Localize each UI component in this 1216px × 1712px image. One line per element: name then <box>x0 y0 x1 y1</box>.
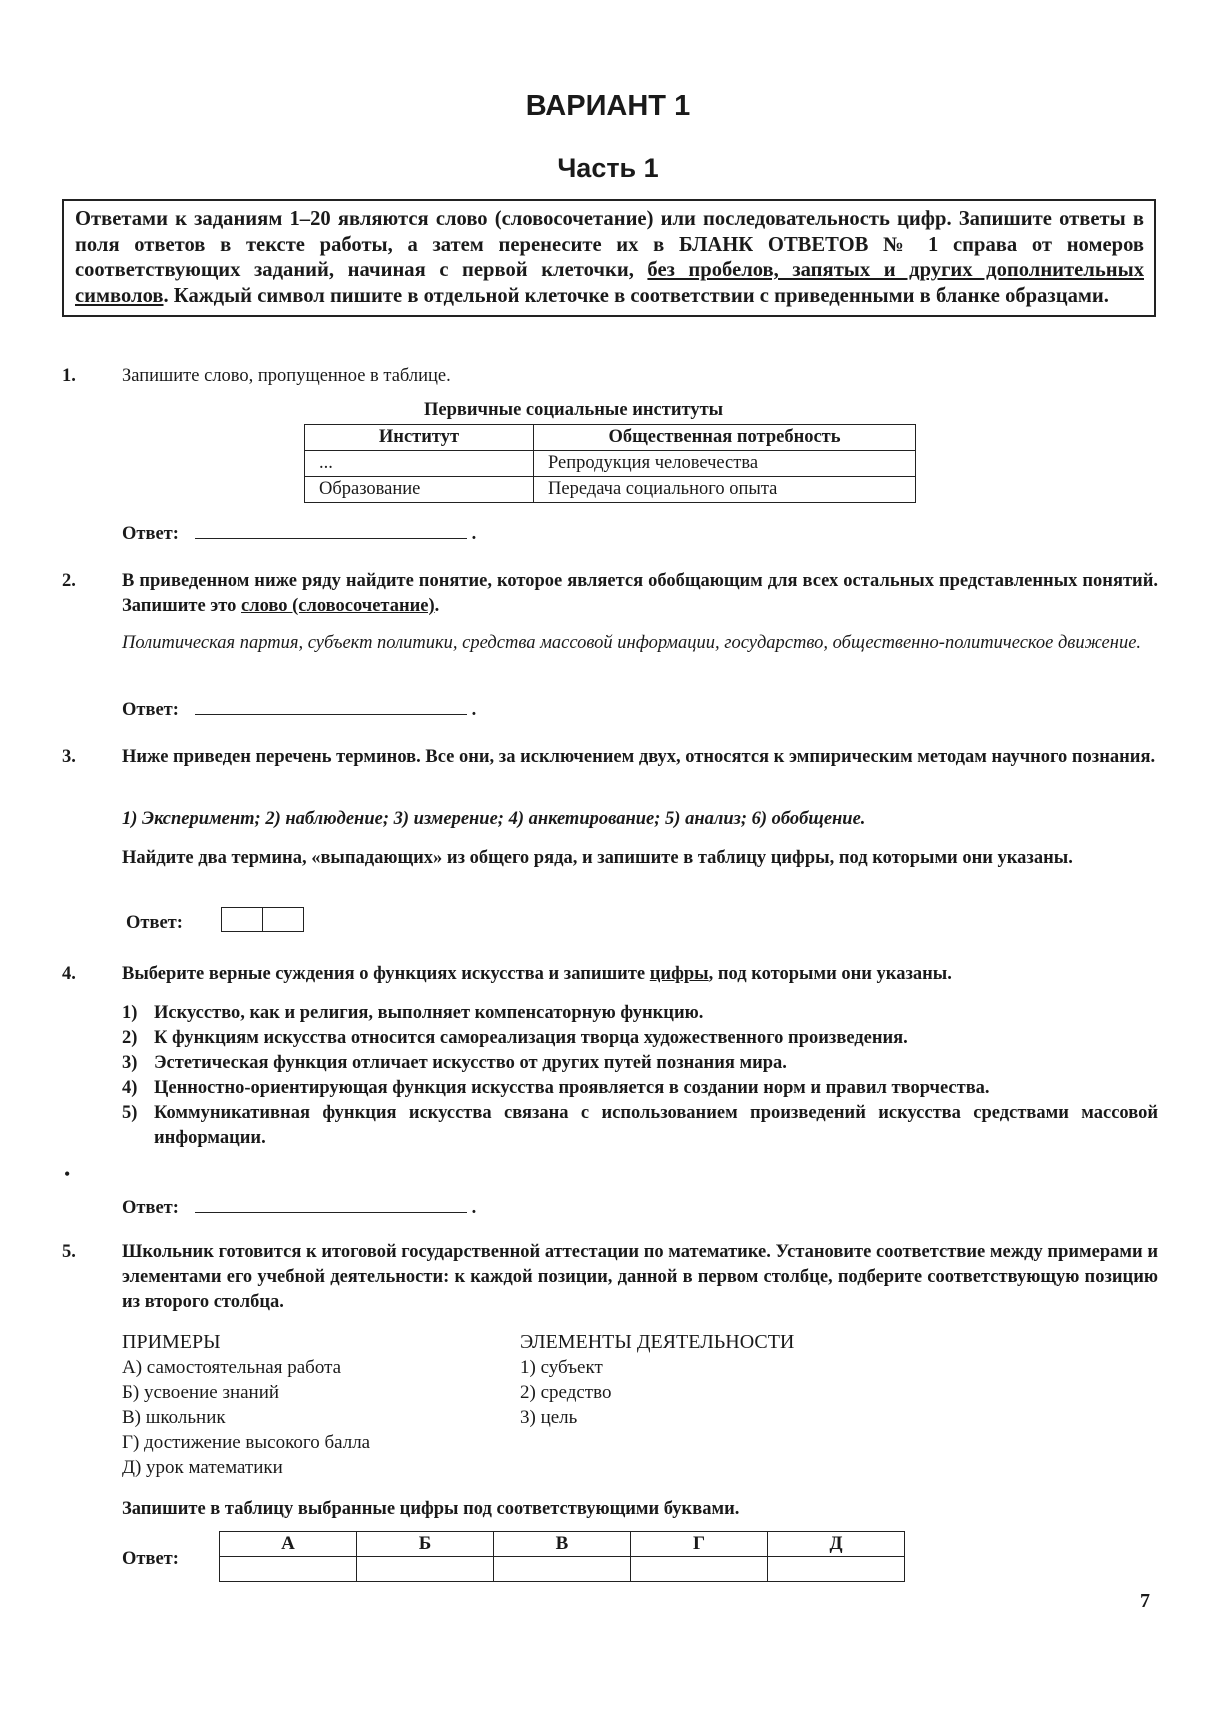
task-prompt-underlined: цифры <box>649 964 709 984</box>
task-prompt-end: . <box>434 596 440 616</box>
institutions-table <box>304 424 916 503</box>
table-row <box>305 477 916 503</box>
task-number: 1. <box>62 366 76 386</box>
table-cell: ... <box>305 451 534 477</box>
table-cell: Образование <box>305 477 534 503</box>
list-item <box>122 1051 1158 1076</box>
term-list: 1) Эксперимент; 2) наблюдение; 3) измерение; 4) анкетирование; 5) анализ; 6) обобщение. <box>122 809 866 829</box>
answer-label: Ответ: <box>122 1549 179 1569</box>
option-text: Коммуникативная функция искусства связана с использованием произведений искусства средствами массовой информации. <box>154 1103 1158 1148</box>
task-prompt <box>122 962 1158 987</box>
task-prompt-end: , под которыми они указаны. <box>708 964 952 984</box>
task-prompt: Ниже приведен перечень терминов. Все они, за исключением двух, относятся к эмпирическим методам научного познания. <box>122 747 1156 767</box>
answer-boxes[interactable] <box>221 907 304 932</box>
answer-field[interactable] <box>195 1194 467 1213</box>
table-header-row <box>220 1532 905 1557</box>
task-instruction: Найдите два термина, «выпадающих» из общего ряда, и запишите в таблицу цифры, под которыми они указаны. <box>122 848 1073 868</box>
instructions-text-underlined: без пробелов, запятых и других дополнительных символов <box>75 259 1144 307</box>
table-instruction: Запишите в таблицу выбранные цифры под соответствующими буквами. <box>122 1499 740 1519</box>
list-item <box>122 1076 1158 1101</box>
answer-field[interactable] <box>195 520 467 539</box>
answer-row: Ответ: . <box>122 1194 1158 1221</box>
answer-table <box>219 1531 905 1582</box>
option-text: Эстетическая функция отличает искусство от других путей познания мира. <box>154 1053 787 1073</box>
task-prompt-text: В приведенном ниже ряду найдите понятие, которое является обобщающим для всех остальных представленных понятий. Запишите это <box>122 571 1158 616</box>
table-row <box>220 1557 905 1582</box>
task-prompt: Школьник готовится к итоговой государственной аттестации по математике. Установите соответствие между примерами и элементами его учебной деятельности: к каждой позиции, данной в первом столбце, подберите соответствующую позицию из второго столбца. <box>122 1242 1158 1312</box>
column-header: ПРИМЕРЫ <box>122 1331 221 1353</box>
list-item: В) школьник <box>122 1407 226 1428</box>
elements-column <box>520 1330 794 1430</box>
list-item: Д) урок математики <box>122 1457 283 1478</box>
answer-box[interactable] <box>222 908 262 931</box>
variant-title: ВАРИАНТ 1 <box>525 90 691 122</box>
list-item: Б) усвоение знаний <box>122 1382 280 1403</box>
answer-cell[interactable] <box>494 1557 631 1582</box>
list-item <box>122 1101 1158 1151</box>
letter-cell: Д <box>768 1532 905 1557</box>
answer-label: Ответ: <box>122 700 179 720</box>
option-number: 1) <box>122 1003 138 1023</box>
task-prompt <box>122 569 1158 619</box>
list-item <box>122 1001 1158 1026</box>
list-item: 1) субъект <box>520 1357 603 1378</box>
column-header: ЭЛЕМЕНТЫ ДЕЯТЕЛЬНОСТИ <box>520 1331 795 1353</box>
list-item: 2) средство <box>520 1382 612 1403</box>
table-cell: Передача социального опыта <box>534 477 916 503</box>
answer-box[interactable] <box>262 908 303 931</box>
concept-list: Политическая партия, субъект политики, средства массовой информации, государство, общественно-политическое движение. <box>122 633 1142 653</box>
task-number: 3. <box>62 747 76 767</box>
task-prompt-text: Выберите верные суждения о функциях искусства и запишите <box>122 964 650 984</box>
answer-cell[interactable] <box>357 1557 494 1582</box>
list-item: Г) достижение высокого балла <box>122 1432 371 1453</box>
answer-label: Ответ: <box>122 1198 179 1218</box>
list-item: А) самостоятельная работа <box>122 1357 342 1378</box>
instructions-text-b: . Каждый символ пишите в отдельной клеточке в соответствии с приведенными в бланке образцами. <box>163 284 1109 307</box>
table-header-row <box>305 425 916 451</box>
answer-cell[interactable] <box>220 1557 357 1582</box>
task-number: 4. <box>62 964 76 984</box>
answer-row: Ответ: . <box>122 696 1158 723</box>
answer-field[interactable] <box>195 696 467 715</box>
letter-cell: Г <box>631 1532 768 1557</box>
answer-label: Ответ: <box>122 524 179 544</box>
answer-cell[interactable] <box>768 1557 905 1582</box>
list-item <box>122 1026 1158 1051</box>
task-prompt-underlined: слово (словосочетание) <box>241 596 435 616</box>
answer-label: Ответ: <box>126 913 183 933</box>
option-number: 5) <box>122 1103 138 1123</box>
option-number: 4) <box>122 1078 138 1098</box>
stray-mark: • <box>64 1164 71 1184</box>
instructions-text-a: Ответами к заданиям 1–20 являются слово (словосочетание) или последовательность цифр. Запишите ответы в поля ответов в тексте работы, а затем перенесите их в БЛАНК ОТВЕТОВ № 1 справа от номеров соответствующих заданий, начиная с первой клеточки, <box>75 208 1144 281</box>
letter-cell: Б <box>357 1532 494 1557</box>
option-number: 2) <box>122 1028 138 1048</box>
table-cell: Репродукция человечества <box>534 451 916 477</box>
letter-cell: В <box>494 1532 631 1557</box>
options-list <box>122 1001 1158 1151</box>
page-number: 7 <box>1140 1590 1150 1612</box>
task-number: 2. <box>62 571 76 591</box>
option-text: Искусство, как и религия, выполняет компенсаторную функцию. <box>154 1003 704 1023</box>
option-text: К функциям искусства относится самореализация творца художественного произведения. <box>154 1028 908 1048</box>
table-row <box>305 451 916 477</box>
table-header-cell: Институт <box>305 425 534 451</box>
instructions-box <box>62 199 1156 317</box>
table-header-cell: Общественная потребность <box>534 425 916 451</box>
option-number: 3) <box>122 1053 138 1073</box>
letter-cell: А <box>220 1532 357 1557</box>
list-item: 3) цель <box>520 1407 578 1428</box>
exam-page: ВАРИАНТ 1 Часть 1 Ответами к заданиям 1–20 являются слово (словосочетание) или последовательность цифр. Запишите ответы в поля ответов в тексте работы, а затем перенесите их в БЛАНК ОТВЕТОВ № 1 справа от номеров соответствующих заданий, начиная с первой клеточки, без пробелов, запятых и других дополнительных символов. Каждый символ пишите в отдельной клеточке в соответствии с приведенными в бланке образцами. 1. Запишите слово, пропущенное в таблице. Первичные социальные институты Институт Общественная потребность ... Репродукция человечества Образование Передача социального опыта Ответ: . 2. В приведенном ниже ряду найдите понятие, которое является обобщающим для всех остальных представленных понятий. Запишите это слово (словосочетание). Политическая партия, субъект политики, средства массовой информации, государство, общественно-политическое движение. Ответ: . 3. Ниже приведен перечень терминов. Все они, за исключением двух, относятся к эмпирическим методам научного познания. 1) Эксперимент; 2) наблюдение; 3) измерение; 4) анкетирование; 5) анализ; 6) обобщение. Найдите два термина, «выпадающих» из общего ряда, и запишите в таблицу цифры, под которыми они указаны. Ответ: 4. Выберите верные суждения о функциях искусства и запишите цифры, под которыми они указаны. 1) Искусство, как и религия, выполняет компенсаторную функцию. 2) К функциям искусства относится самореализация творца художественного произведения. 3) Эстетическая функция отличает искусство от других путей познания мира. 4) Ценностно-ориентирующая функция искусства проявляется в создании норм и правил творчества. 5) Коммуникативная функция искусства связана с использованием произведений искусства средствами массовой информации. Ответ: . • 5. Школьник готовится к итоговой государственной аттестации по математике. Установите соответствие между примерами и элементами его учебной деятельности: к каждой позиции, данной в первом столбце, подберите соответствующую позицию из второго столбца. ПРИМЕРЫ А) самостоятельная работа Б) усвоение знаний В) школьник Г) достижение высокого балла Д) урок математики ЭЛЕМЕНТЫ ДЕЯТЕЛЬНОСТИ 1) субъект 2) средство 3) цель Запишите в таблицу выбранные цифры под соответствующими буквами. Ответ: А Б В Г Д 7 <box>0 0 1216 1712</box>
part-title: Часть 1 <box>557 153 659 183</box>
table-caption: Первичные социальные институты <box>424 400 724 420</box>
task-prompt: Запишите слово, пропущенное в таблице. <box>122 366 451 386</box>
answer-cell[interactable] <box>631 1557 768 1582</box>
option-text: Ценностно-ориентирующая функция искусства проявляется в создании норм и правил творчества. <box>154 1078 990 1098</box>
task-number: 5. <box>62 1242 76 1262</box>
examples-column <box>122 1330 370 1480</box>
